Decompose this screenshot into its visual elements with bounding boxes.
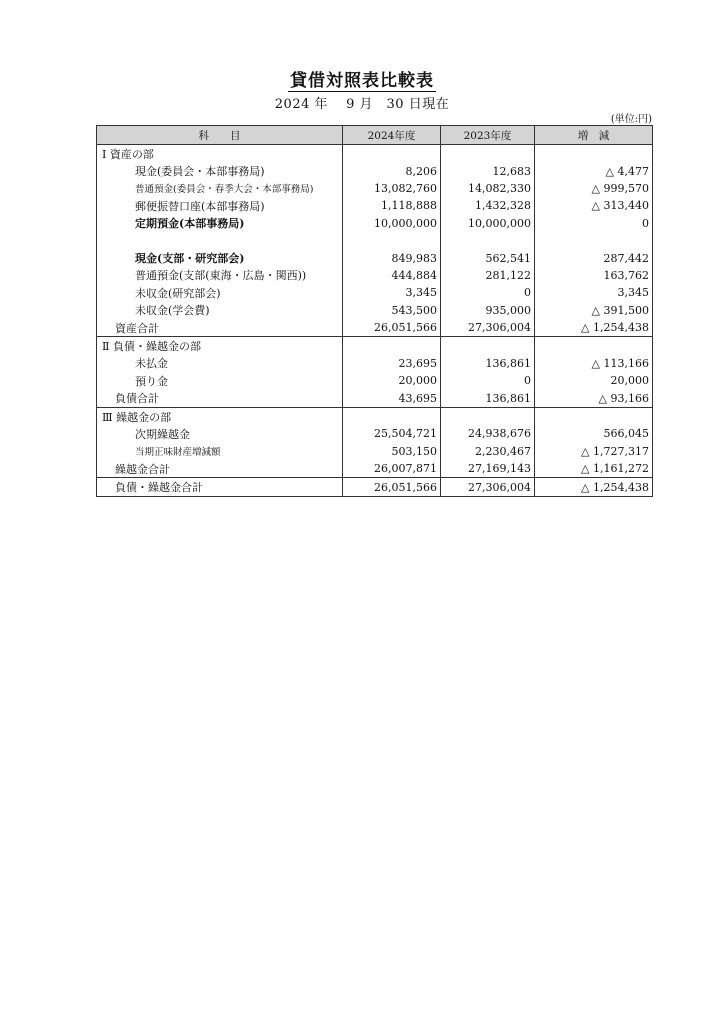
grand-total-2024: 26,051,566 [343, 478, 441, 496]
row-label: 現金(支部・研究部会) [97, 249, 343, 266]
total-2023: 136,861 [441, 389, 535, 407]
document-title [0, 66, 724, 91]
row-label: 預り金 [97, 372, 343, 389]
section-heading-assets [97, 145, 653, 163]
empty-cell [441, 145, 535, 163]
empty-cell [535, 337, 653, 355]
value-change: 20,000 [535, 372, 653, 389]
value-2023: 1,432,328 [441, 197, 535, 214]
total-label: 繰越金合計 [97, 460, 343, 478]
value-change: △ 999,570 [535, 180, 653, 197]
grand-total-label: 負債・繰越金合計 [97, 478, 343, 496]
total-row-carryover [97, 460, 653, 478]
table-row [97, 162, 653, 179]
value-2024: 1,118,888 [343, 197, 441, 214]
value-change: 566,045 [535, 425, 653, 442]
grand-total-change: △ 1,254,438 [535, 478, 653, 496]
value-change: △ 1,727,317 [535, 443, 653, 460]
value-2023: 0 [441, 372, 535, 389]
row-label: 現金(委員会・本部事務局) [97, 162, 343, 179]
value-2023: 0 [441, 284, 535, 301]
value-change: △ 113,166 [535, 355, 653, 372]
total-2024: 26,007,871 [343, 460, 441, 478]
value-2023: 10,000,000 [441, 215, 535, 232]
value-2023: 2,230,467 [441, 443, 535, 460]
total-change: △ 1,254,438 [535, 319, 653, 337]
section-heading-carryover [97, 407, 653, 425]
empty-cell [441, 232, 535, 249]
empty-cell [343, 232, 441, 249]
empty-cell [343, 145, 441, 163]
value-change: △ 391,500 [535, 302, 653, 319]
header-2024: 2024年度 [343, 126, 441, 145]
value-change: 287,442 [535, 249, 653, 266]
value-2023: 935,000 [441, 302, 535, 319]
section-label: Ⅲ 繰越金の部 [97, 407, 343, 425]
table-row [97, 302, 653, 319]
value-2024: 849,983 [343, 249, 441, 266]
value-change: △ 313,440 [535, 197, 653, 214]
empty-cell [441, 337, 535, 355]
value-2024: 503,150 [343, 443, 441, 460]
total-2024: 43,695 [343, 389, 441, 407]
value-2024: 8,206 [343, 162, 441, 179]
empty-cell [535, 407, 653, 425]
empty-cell [343, 407, 441, 425]
section-label: Ⅱ 負債・繰越金の部 [97, 337, 343, 355]
value-2024: 10,000,000 [343, 215, 441, 232]
table-row [97, 249, 653, 266]
value-2024: 20,000 [343, 372, 441, 389]
value-2023: 24,938,676 [441, 425, 535, 442]
table-row [97, 355, 653, 372]
value-2024: 3,345 [343, 284, 441, 301]
grand-total-row [97, 478, 653, 496]
row-label: 普通預金(委員会・春季大会・本部事務局) [97, 180, 343, 197]
header-subject: 科 目 [97, 126, 343, 145]
section-heading-liabilities [97, 337, 653, 355]
table-row [97, 197, 653, 214]
empty-cell [343, 337, 441, 355]
row-label: 未収金(学会費) [97, 302, 343, 319]
table-row [97, 372, 653, 389]
total-row-liabilities [97, 389, 653, 407]
empty-cell [535, 145, 653, 163]
table-row [97, 180, 653, 197]
table-row [97, 443, 653, 460]
total-2023: 27,306,004 [441, 319, 535, 337]
total-row-assets [97, 319, 653, 337]
balance-sheet-table [96, 125, 653, 497]
total-2023: 27,169,143 [441, 460, 535, 478]
row-label: 未払金 [97, 355, 343, 372]
grand-total-2023: 27,306,004 [441, 478, 535, 496]
total-label: 資産合計 [97, 319, 343, 337]
total-change: △ 1,161,272 [535, 460, 653, 478]
title-text: 貸借対照表比較表 [290, 71, 434, 91]
value-2024: 543,500 [343, 302, 441, 319]
value-2023: 281,122 [441, 267, 535, 284]
table-row [97, 284, 653, 301]
unit-note: (単位:円) [610, 114, 652, 125]
value-2024: 444,884 [343, 267, 441, 284]
as-of-date: 2024 年 9 月 30 日現在 [274, 97, 450, 112]
section-label: Ⅰ 資産の部 [97, 145, 343, 163]
total-label: 負債合計 [97, 389, 343, 407]
value-2024: 25,504,721 [343, 425, 441, 442]
total-change: △ 93,166 [535, 389, 653, 407]
table-row [97, 215, 653, 232]
table-row [97, 267, 653, 284]
empty-cell [535, 232, 653, 249]
spacer-row [97, 232, 653, 249]
total-2024: 26,051,566 [343, 319, 441, 337]
header-change: 増 減 [535, 126, 653, 145]
empty-cell [441, 407, 535, 425]
row-label: 当期正味財産増減額 [97, 443, 343, 460]
header-2023: 2023年度 [441, 126, 535, 145]
empty-cell [97, 232, 343, 249]
value-2024: 13,082,760 [343, 180, 441, 197]
value-2023: 562,541 [441, 249, 535, 266]
header-row [97, 126, 653, 145]
value-change: 0 [535, 215, 653, 232]
table-row [97, 425, 653, 442]
row-label: 郵便振替口座(本部事務局) [97, 197, 343, 214]
value-change: 163,762 [535, 267, 653, 284]
value-2023: 136,861 [441, 355, 535, 372]
value-2023: 14,082,330 [441, 180, 535, 197]
row-label: 次期繰越金 [97, 425, 343, 442]
value-change: 3,345 [535, 284, 653, 301]
value-change: △ 4,477 [535, 162, 653, 179]
value-2023: 12,683 [441, 162, 535, 179]
row-label: 普通預金(支部(東海・広島・関西)) [97, 267, 343, 284]
value-2024: 23,695 [343, 355, 441, 372]
row-label: 定期預金(本部事務局) [97, 215, 343, 232]
row-label: 未収金(研究部会) [97, 284, 343, 301]
